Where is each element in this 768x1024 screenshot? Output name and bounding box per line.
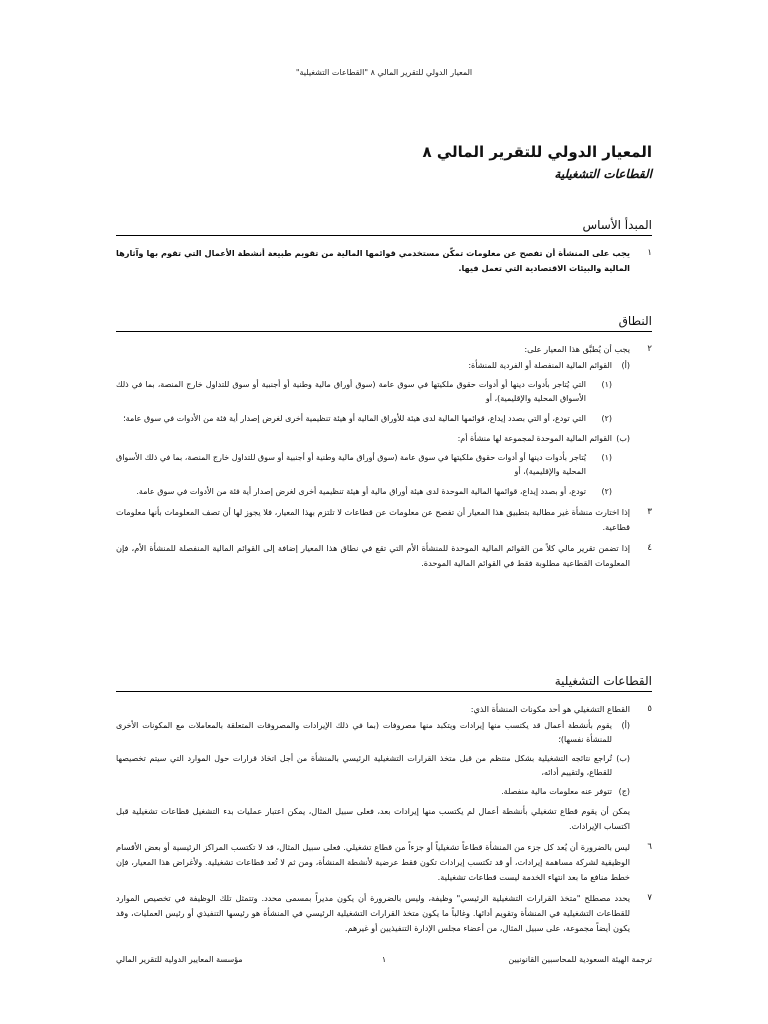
nested-item — [116, 485, 612, 499]
nested-item-label: (١) — [601, 453, 612, 462]
nested-item — [116, 451, 612, 479]
sub-item-text: القوائم المالية الموحدة لمجموعة لها منشأة أم: — [457, 434, 612, 443]
paragraph-text: يجب على المنشأة أن تفصح عن معلومات تمكّن مستخدمي قوائمها المالية من تقويم طبيعة أنشطة الأعمال التي تقوم بها وآثارها المالية والبيئات الاقتصادية التي تعمل فيها. — [116, 248, 630, 273]
sub-item-text: تُراجع نتائجه التشغيلية بشكل منتظم من قبل متخذ القرارات التشغيلية الرئيسي بالمنشأة من أجل اتخاذ قرارات حول الموارد التي سيتم تخصيصها للقطاع، ولتقييم أدائه، — [116, 754, 612, 777]
paragraph-text: إذا اختارت منشأة غير مطالبة بتطبيق هذا المعيار أن تفصح عن معلومات عن قطاعات لا تلتزم بهذا المعيار، فلا يجوز لها أن تصف المعلومات بأنها معلومات قطاعية. — [116, 507, 630, 532]
nested-item-label: (٢) — [601, 487, 612, 496]
sub-item-label: (ج) — [618, 787, 630, 796]
section-heading: النطاق — [116, 314, 652, 332]
sub-item — [116, 719, 630, 747]
nested-item-text: يُتاجر بأدوات دينها أو أدوات حقوق ملكيتها في سوق عامة (سوق أوراق مالية وطنية أو أجنبية أو سوق للتداول خارج المنصة، بما في ذلك الأسواق المحلية والإقليمية)، أو — [116, 453, 586, 476]
paragraph-text: يمكن أن يقوم قطاع تشغيلي بأنشطة أعمال لم يكتسب منها إيرادات بعد، فعلى سبيل المثال، يمكن اعتبار عمليات بدء التشغيل قطاعات تشغيلية قبل اكتساب الإيرادات. — [116, 806, 630, 831]
paragraph-text: يحدد مصطلح "متخذ القرارات التشغيلية الرئيسي" وظيفة، وليس بالضرورة أن يكون مديراً بمسمى محدد. وتتمثل تلك الوظيفة في تخصيص الموارد للقطاعات التشغيلية في المنشأة وتقويم أدائها. وغالباً ما يكون متخذ القرارات التشغيلية الرئيسي في المنشأة هو رئيسها التنفيذي أو رئيس العمليات، وقد يكون أيضاً مجموعة، على سبيل المثال، من أعضاء مجلس الإدارة التنفيذيين أو غيرهم. — [116, 893, 630, 933]
sub-item-text: تتوفر عنه معلومات مالية منفصلة. — [501, 787, 612, 796]
nested-item-label: (٢) — [601, 414, 612, 423]
paragraph-number: ٧ — [647, 893, 652, 903]
paragraph — [116, 246, 652, 276]
sub-item — [116, 432, 630, 446]
page-title: المعيار الدولي للتقرير المالي ٨ — [422, 143, 652, 161]
sub-item — [116, 359, 630, 373]
nested-item-text: التي تودع، أو التي بصدد إيداع، قوائمها المالية لدى هيئة للأوراق المالية أو هيئة تنظيمية أخرى لغرض إصدار أية فئة من الأدوات في سوق عامة؛ — [123, 414, 586, 423]
sub-item-text: القوائم المالية المنفصلة أو الفردية للمنشأة: — [468, 361, 612, 370]
section-heading: المبدأ الأساس — [116, 218, 652, 236]
footer-foundation-name: مؤسسة المعايير الدولية للتقرير المالي — [116, 955, 243, 964]
paragraph-continuation — [116, 804, 652, 834]
scope-section — [116, 314, 652, 577]
sub-item — [116, 785, 630, 799]
sub-item-label: (ب) — [616, 754, 630, 763]
paragraph-text: القطاع التشغيلي هو أحد مكونات المنشأة الذي: — [470, 704, 630, 714]
paragraph-number: ٤ — [647, 543, 652, 553]
nested-item-text: تودع، أو بصدد إيداع، قوائمها المالية الموحدة لدى هيئة أوراق مالية أو هيئة تنظيمية أخرى لغرض إصدار أية فئة من الأدوات في سوق عامة. — [136, 487, 586, 496]
paragraph-text: إذا تضمن تقرير مالي كلاً من القوائم المالية الموحدة للمنشأة الأم التي تقع في نطاق هذا المعيار إضافة إلى القوائم المالية المنفصلة للمنشأة الأم، فإن المعلومات القطاعية مطلوبة فقط في القوائم المالية الموحدة. — [116, 543, 630, 568]
core-principle-section — [116, 218, 652, 282]
sub-item-text: يقوم بأنشطة أعمال قد يكتسب منها إيرادات ويتكبد منها مصروفات (بما في ذلك الإيرادات والمصروفات المتعلقة بالمعاملات مع المكونات الأخرى للمنشأة نفسها)؛ — [116, 721, 612, 744]
paragraph — [116, 702, 652, 717]
paragraph — [116, 541, 652, 571]
sub-item-label: (أ) — [621, 721, 630, 730]
sub-item — [116, 752, 630, 780]
nested-item-label: (١) — [601, 380, 612, 389]
sub-item-label: (أ) — [621, 361, 630, 370]
paragraph — [116, 505, 652, 535]
paragraph — [116, 891, 652, 936]
nested-item — [116, 412, 612, 426]
page-number: ١ — [381, 955, 387, 964]
nested-item-text: التي يُتاجر بأدوات دينها أو أدوات حقوق ملكيتها في سوق عامة (سوق أوراق مالية وطنية أو أجنبية أو سوق للتداول خارج المنصة، بما في ذلك الأسواق المحلية والإقليمية)، أو — [116, 380, 586, 403]
paragraph-number: ٥ — [647, 704, 652, 714]
paragraph-text: يجب أن يُطبَّق هذا المعيار على: — [524, 344, 630, 354]
paragraph-number: ٣ — [647, 507, 652, 517]
section-heading: القطاعات التشغيلية — [116, 674, 652, 692]
paragraph-number: ١ — [647, 248, 652, 258]
paragraph-number: ٢ — [647, 344, 652, 354]
sub-item-label: (ب) — [616, 434, 630, 443]
paragraph — [116, 840, 652, 885]
paragraph-text: ليس بالضرورة أن يُعد كل جزء من المنشأة قطاعاً تشغيلياً أو جزءاً من قطاع تشغيلي. فعلى سبيل المثال، قد لا تكتسب المراكز الرئيسية أو بعض الأقسام الوظيفية لشركة مساهمة إيرادات، أو قد تكتسب إيرادات تكون فقط عرضية لأنشطة المنشأة، ومن ثم لا تُعد قطاعات تشغيلية. ولأغراض هذا المعيار، فإن خطط منافع ما بعد انتهاء الخدمة ليست قطاعات تشغيلية. — [116, 842, 630, 882]
nested-item — [116, 378, 612, 406]
running-header: المعيار الدولي للتقرير المالي ٨ "القطاعات التشغيلية" — [295, 68, 473, 77]
operating-segments-section — [116, 674, 652, 942]
footer-translation-credit: ترجمة الهيئة السعودية للمحاسبين القانونيين — [508, 955, 652, 964]
paragraph-number: ٦ — [647, 842, 652, 852]
page-subtitle: القطاعات التشغيلية — [554, 167, 652, 181]
paragraph — [116, 342, 652, 357]
